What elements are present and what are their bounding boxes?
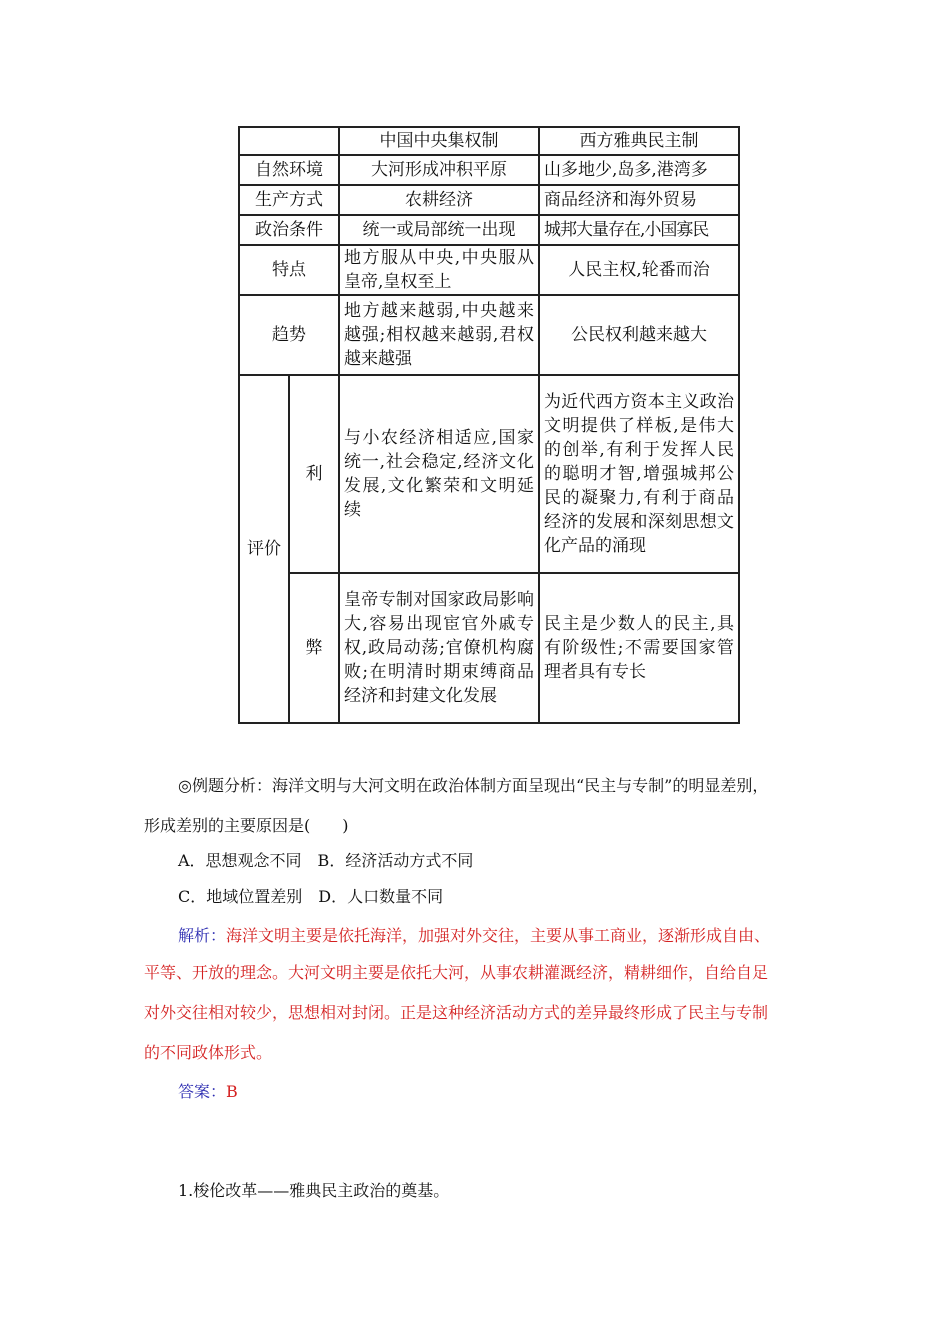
row-label: 政治条件 bbox=[239, 215, 339, 245]
table-row bbox=[239, 245, 739, 295]
row-label: 生产方式 bbox=[239, 185, 339, 215]
table-row bbox=[239, 295, 739, 375]
west-cell: 商品经济和海外贸易 bbox=[539, 185, 739, 215]
table-row-cons bbox=[239, 573, 739, 723]
table-header-row bbox=[239, 127, 739, 155]
row-label: 自然环境 bbox=[239, 155, 339, 185]
answer-line bbox=[178, 1081, 854, 1103]
comparison-table bbox=[238, 126, 740, 724]
pros-west-cell: 为近代西方资本主义政治文明提供了样板,是伟大的创举,有利于发挥人民的聪明才智,增强城邦公民的凝聚力,有利于商品经济的发展和深刻思想文化产品的涌现 bbox=[539, 375, 739, 573]
header-china: 中国中央集权制 bbox=[339, 127, 539, 155]
pros-china-cell: 与小农经济相适应,国家统一,社会稳定,经济文化发展,文化繁荣和文明延续 bbox=[339, 375, 539, 573]
analysis-label: 解析： bbox=[178, 926, 227, 945]
analysis-text: 海洋文明主要是依托海洋，加强对外交往，主要从事工商业，逐渐形成自由、 bbox=[226, 926, 771, 945]
china-cell: 大河形成冲积平原 bbox=[339, 155, 539, 185]
table-row bbox=[239, 185, 739, 215]
header-blank-cell bbox=[239, 127, 339, 155]
example-question-line2: 形成差别的主要原因是( ) bbox=[144, 816, 349, 835]
cons-label: 弊 bbox=[289, 573, 339, 723]
china-cell: 农耕经济 bbox=[339, 185, 539, 215]
china-cell: 地方服从中央,中央服从皇帝,皇权至上 bbox=[339, 245, 539, 295]
pros-label: 利 bbox=[289, 375, 339, 573]
cons-west-cell: 民主是少数人的民主,具有阶级性;不需要国家管理者具有专长 bbox=[539, 573, 739, 723]
table-row bbox=[239, 215, 739, 245]
header-west: 西方雅典民主制 bbox=[539, 127, 739, 155]
west-cell: 公民权利越来越大 bbox=[539, 295, 739, 375]
row-label: 特点 bbox=[239, 245, 339, 295]
options-cd: C．地域位置差别 D．人口数量不同 bbox=[178, 887, 444, 906]
analysis-line4: 的不同政体形式。 bbox=[144, 1043, 273, 1062]
table-row-pros bbox=[239, 375, 739, 573]
analysis-line3: 对外交往相对较少，思想相对封闭。正是这种经济活动方式的差异最终形成了民主与专制 bbox=[144, 1003, 769, 1022]
west-cell: 人民主权,轮番而治 bbox=[539, 245, 739, 295]
west-cell: 山多地少,岛多,港湾多 bbox=[539, 155, 739, 185]
example-question-line1: ◎例题分析：海洋文明与大河文明在政治体制方面呈现出“民主与专制”的明显差别， bbox=[178, 776, 769, 795]
options-ab: A．思想观念不同 B．经济活动方式不同 bbox=[178, 851, 474, 870]
china-cell: 统一或局部统一出现 bbox=[339, 215, 539, 245]
analysis-line2: 平等、开放的理念。大河文明主要是依托大河，从事农耕灌溉经济，精耕细作，自给自足 bbox=[144, 963, 769, 982]
point-heading: 1.梭伦改革——雅典民主政治的奠基。 bbox=[178, 1181, 450, 1200]
china-cell: 地方越来越弱,中央越来越强;相权越来越弱,君权越来越强 bbox=[339, 295, 539, 375]
row-label: 趋势 bbox=[239, 295, 339, 375]
answer-label: 答案： bbox=[178, 1082, 227, 1101]
analysis-line1 bbox=[178, 925, 854, 947]
table-row bbox=[239, 155, 739, 185]
evaluation-label: 评价 bbox=[239, 375, 289, 723]
cons-china-cell: 皇帝专制对国家政局影响大,容易出现宦官外戚专权,政局动荡;官僚机构腐败;在明清时期束缚商品经济和封建文化发展 bbox=[339, 573, 539, 723]
west-cell: 城邦大量存在,小国寡民 bbox=[539, 215, 739, 245]
answer-value: B bbox=[226, 1082, 238, 1101]
